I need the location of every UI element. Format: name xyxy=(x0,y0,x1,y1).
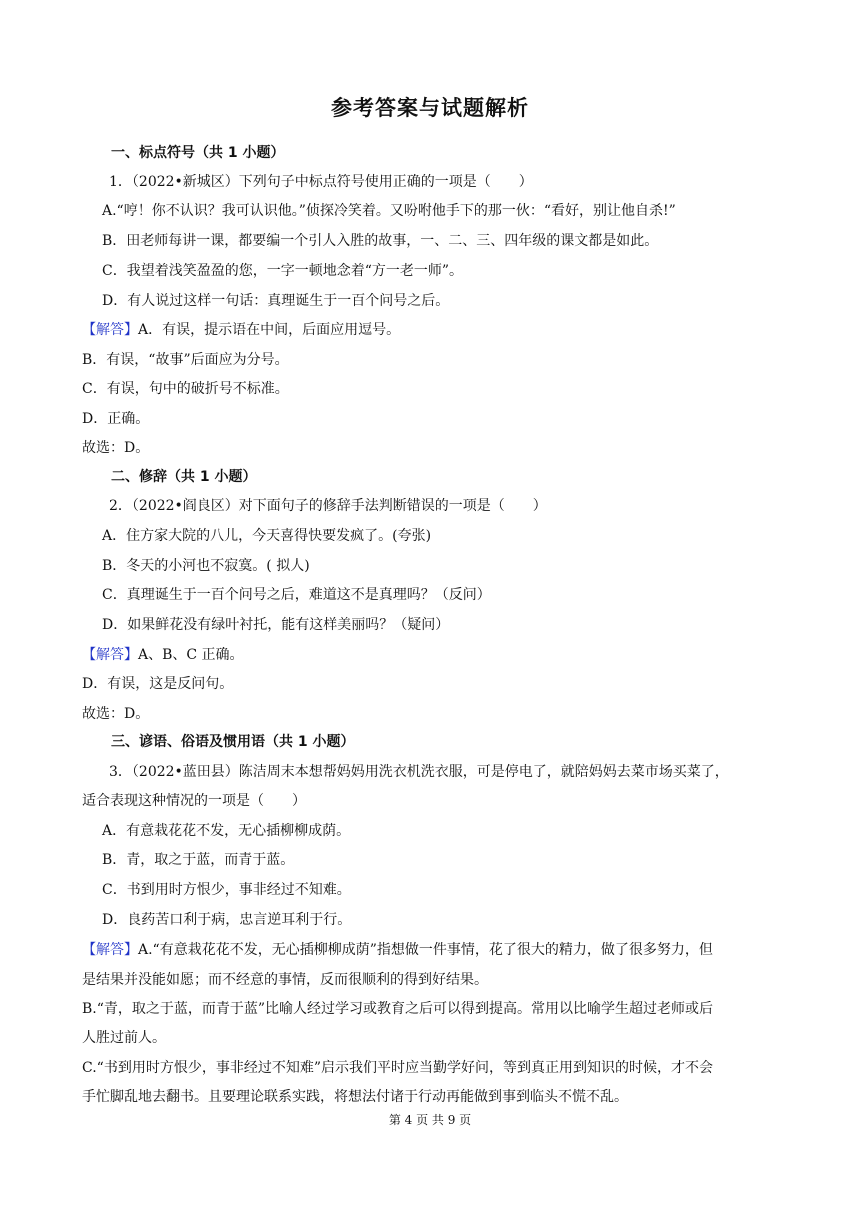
answer-line: D．正确。 xyxy=(82,411,150,427)
option-c: C．书到用时方恨少，事非经过不知难。 xyxy=(102,882,351,898)
answer-first-line xyxy=(82,320,400,340)
option-c: C．真理诞生于一百个问号之后，难道这不是真理吗？（反问） xyxy=(102,587,491,603)
option-b: B．青，取之于蓝，而青于蓝。 xyxy=(102,852,295,868)
option-d: D．良药苦口利于病，忠言逆耳利于行。 xyxy=(102,912,352,928)
question-stem-continued: 适合表现这种情况的一项是（ ） xyxy=(82,793,306,809)
option-a: A．有意栽花花不发，无心插柳柳成荫。 xyxy=(102,823,351,839)
page-number-footer: 第 4 页 共 9 页 xyxy=(388,1113,472,1127)
answer-line: 故选：D。 xyxy=(82,706,150,722)
answer-line: 手忙脚乱地去翻书。且要理论联系实践，将想法付诸于行动再能做到事到临头不慌不乱。 xyxy=(82,1089,628,1105)
answer-text: A．有误，提示语在中间，后面应用逗号。 xyxy=(138,322,401,338)
answer-first-line xyxy=(82,645,244,665)
option-c: C．我望着浅笑盈盈的您，一字一顿地念着“方一老一师”。 xyxy=(102,263,464,279)
section-header: 二、修辞（共 1 小题） xyxy=(111,469,257,485)
answer-text: A、B、C 正确。 xyxy=(138,647,244,663)
answer-tag: 【解答】 xyxy=(82,647,138,663)
option-d: D．如果鲜花没有绿叶衬托，能有这样美丽吗？（疑问） xyxy=(102,617,450,633)
question-stem: 2．（2022•阎良区）对下面句子的修辞手法判断错误的一项是（ ） xyxy=(109,498,547,514)
section-header: 一、标点符号（共 1 小题） xyxy=(111,145,285,161)
answer-tag: 【解答】 xyxy=(82,322,138,338)
answer-line: 故选：D。 xyxy=(82,440,150,456)
answer-line: C.“书到用时方恨少，事非经过不知难”启示我们平时应当勤学好问，等到真正用到知识的时候，才不会 xyxy=(82,1060,713,1076)
answer-line: B.“青，取之于蓝，而青于蓝”比喻人经过学习或教育之后可以得到提高。常用以比喻学生超过老师或后 xyxy=(82,1001,714,1017)
question-stem: 3．（2022•蓝田县）陈洁周末本想帮妈妈用洗衣机洗衣服，可是停电了，就陪妈妈去菜市场买菜了， xyxy=(109,764,729,780)
answer-line: C．有误，句中的破折号不标准。 xyxy=(82,381,289,397)
option-b: B．田老师每讲一课，都要编一个引人入胜的故事，一、二、三、四年级的课文都是如此。 xyxy=(102,233,659,249)
section-header: 三、谚语、俗语及惯用语（共 1 小题） xyxy=(111,734,355,750)
option-b: B．冬天的小河也不寂寞。( 拟人) xyxy=(102,558,310,574)
option-a: A.“哼！你不认识？我可认识他。”侦探冷笑着。又吩咐他手下的那一伙：“看好，别让他自杀!” xyxy=(102,203,676,219)
answer-tag: 【解答】 xyxy=(82,942,138,958)
answer-first-line xyxy=(82,940,713,960)
answer-line: D．有误，这是反问句。 xyxy=(82,676,234,692)
answer-line: 是结果并没能如愿；而不经意的事情，反而很顺利的得到好结果。 xyxy=(82,972,488,988)
option-d: D．有人说过这样一句话：真理诞生于一百个问号之后。 xyxy=(102,293,450,309)
page-title: 参考答案与试题解析 xyxy=(331,96,529,120)
answer-line: 人胜过前人。 xyxy=(82,1030,166,1046)
answer-line: B．有误，“故事”后面应为分号。 xyxy=(82,352,289,368)
answer-text: A.“有意栽花花不发，无心插柳柳成荫”指想做一件事情，花了很大的精力，做了很多努力，但 xyxy=(138,942,713,958)
option-a: A．住方家大院的八儿，今天喜得快要发疯了。(夸张) xyxy=(102,528,432,544)
question-stem: 1．（2022•新城区）下列句子中标点符号使用正确的一项是（ ） xyxy=(109,174,533,190)
